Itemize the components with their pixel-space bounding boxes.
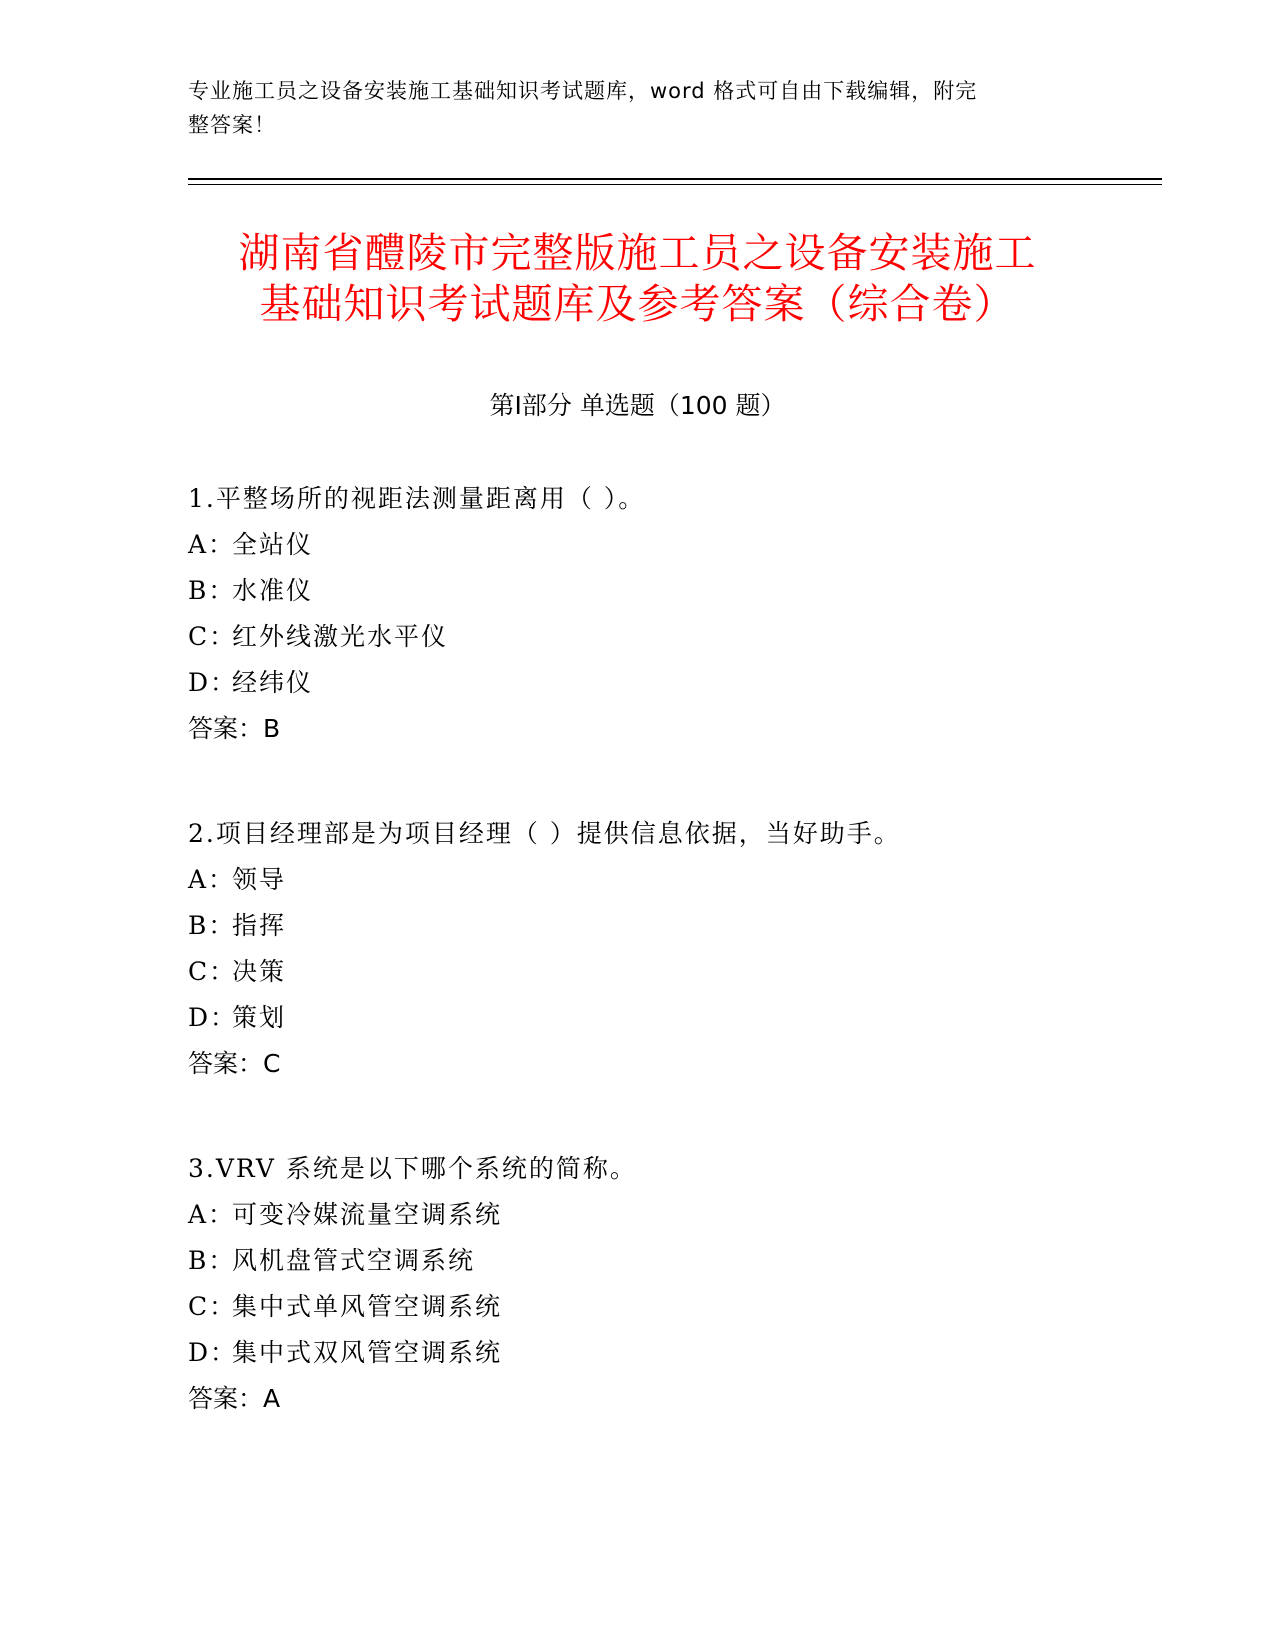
answer: 答案：C — [188, 1049, 281, 1078]
option-letter: C： — [188, 622, 237, 651]
option-b — [188, 903, 1148, 949]
option-d — [188, 1330, 1148, 1376]
option-letter: D： — [188, 1338, 238, 1367]
option-b — [188, 1238, 1148, 1284]
option-a — [188, 857, 1148, 903]
header-rule-thin — [188, 184, 1162, 185]
option-a — [188, 522, 1148, 568]
question-2 — [188, 811, 1148, 1087]
option-text: 策划 — [232, 1003, 287, 1032]
header-note-line-1: 专业施工员之设备安装施工基础知识考试题库，word 格式可自由下载编辑，附完 — [188, 79, 978, 103]
option-letter: A： — [188, 530, 236, 559]
option-text: 决策 — [232, 957, 287, 986]
question-stem: 2.项目经理部是为项目经理（ ）提供信息依据，当好助手。 — [188, 819, 901, 848]
option-a — [188, 1192, 1148, 1238]
document-title-line-2: 基础知识考试题库及参考答案（综合卷） — [259, 280, 1016, 328]
option-text: 风机盘管式空调系统 — [232, 1246, 476, 1275]
option-letter: A： — [188, 865, 236, 894]
option-letter: B： — [188, 576, 236, 605]
option-text: 全站仪 — [232, 530, 314, 559]
header-note-line-2: 整答案！ — [188, 113, 276, 137]
option-letter: D： — [188, 668, 238, 697]
option-c — [188, 949, 1148, 995]
option-d — [188, 995, 1148, 1041]
option-letter: B： — [188, 911, 236, 940]
question-1 — [188, 476, 1148, 752]
section-heading: 第Ⅰ部分 单选题（100 题） — [489, 391, 786, 420]
option-letter: B： — [188, 1246, 236, 1275]
question-list — [188, 476, 1148, 1481]
option-text: 集中式单风管空调系统 — [232, 1292, 503, 1321]
option-text: 可变冷媒流量空调系统 — [232, 1200, 503, 1229]
option-text: 经纬仪 — [232, 668, 314, 697]
option-c — [188, 614, 1148, 660]
option-text: 水准仪 — [232, 576, 314, 605]
option-d — [188, 660, 1148, 706]
option-text: 集中式双风管空调系统 — [232, 1338, 503, 1367]
question-3 — [188, 1146, 1148, 1422]
option-letter: D： — [188, 1003, 238, 1032]
option-text: 指挥 — [232, 911, 287, 940]
option-text: 红外线激光水平仪 — [232, 622, 449, 651]
answer: 答案：B — [188, 714, 281, 743]
option-letter: C： — [188, 1292, 237, 1321]
option-letter: A： — [188, 1200, 236, 1229]
option-b — [188, 568, 1148, 614]
option-c — [188, 1284, 1148, 1330]
answer: 答案：A — [188, 1384, 281, 1413]
option-text: 领导 — [232, 865, 287, 894]
document-title-line-1: 湖南省醴陵市完整版施工员之设备安装施工 — [238, 229, 1037, 277]
header-rule-thick — [188, 178, 1162, 180]
document-title — [150, 228, 1125, 330]
question-stem: 3.VRV 系统是以下哪个系统的简称。 — [188, 1154, 637, 1183]
option-letter: C： — [188, 957, 237, 986]
question-stem: 1.平整场所的视距法测量距离用（ ）。 — [188, 484, 646, 513]
header-note — [188, 74, 1068, 142]
